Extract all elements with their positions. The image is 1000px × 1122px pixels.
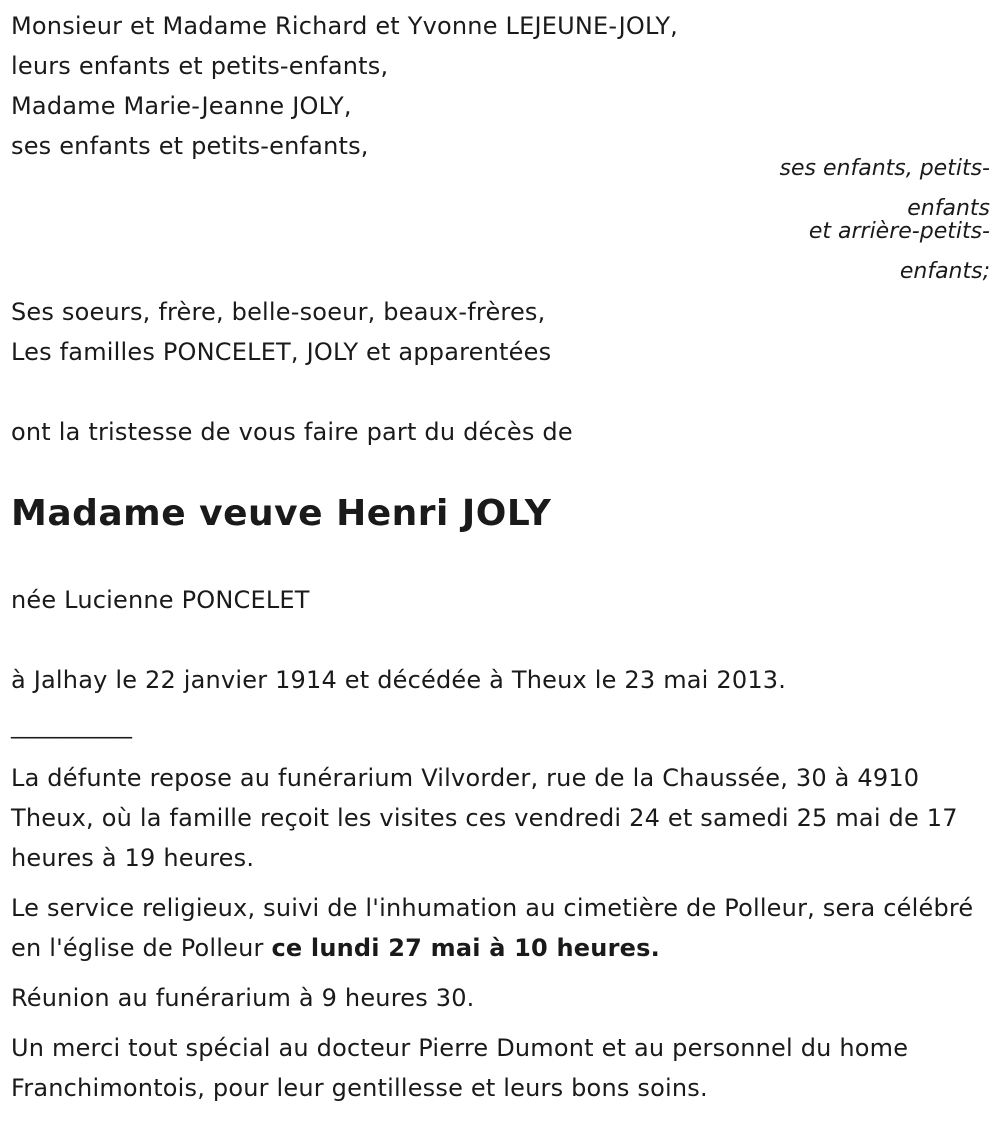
aside-line-3: et arrière-petits- — [808, 219, 990, 244]
separator-line: ___________ — [11, 714, 132, 739]
aside-line-1: ses enfants, petits- — [779, 156, 990, 181]
family-line-2: leurs enfants et petits-enfants, — [11, 52, 389, 80]
family-line-4: ses enfants et petits-enfants, — [11, 132, 369, 160]
aside-line-2: enfants — [907, 196, 990, 221]
family-line-1: Monsieur et Madame Richard et Yvonne LEJEUNE-JOLY, — [11, 12, 679, 40]
birth-death-dates: à Jalhay le 22 janvier 1914 et décédée à Theux le 23 mai 2013. — [11, 666, 787, 694]
relatives-line-2: Les familles PONCELET, JOLY et apparentées — [11, 338, 552, 366]
service-time: ce lundi 27 mai à 10 heures. — [271, 934, 660, 962]
visitation-paragraph: La défunte repose au funérarium Vilvorder, rue de la Chaussée, 30 à 4910 Theux, où la famille reçoit les visites ces vendredi 24 et samedi 25 mai de 17 heures à 19 heures. — [11, 764, 958, 872]
family-line-3: Madame Marie-Jeanne JOLY, — [11, 92, 352, 120]
meeting-paragraph: Réunion au funérarium à 9 heures 30. — [11, 984, 475, 1012]
service-paragraph — [11, 888, 986, 968]
relatives-line-1: Ses soeurs, frère, belle-soeur, beaux-frères, — [11, 298, 546, 326]
announcement-text: ont la tristesse de vous faire part du décès de — [11, 418, 573, 446]
thanks-paragraph: Un merci tout spécial au docteur Pierre Dumont et au personnel du home Franchimontois, pour leur gentillesse et leurs bons soins. — [11, 1034, 909, 1102]
deceased-name: Madame veuve Henri JOLY — [11, 493, 552, 534]
maiden-name: née Lucienne PONCELET — [11, 586, 310, 614]
aside-line-4: enfants; — [899, 259, 990, 284]
service-intro: Le service religieux, suivi de l'inhumation au cimetière de Polleur, sera célébré en l'église de Polleur — [11, 894, 974, 962]
